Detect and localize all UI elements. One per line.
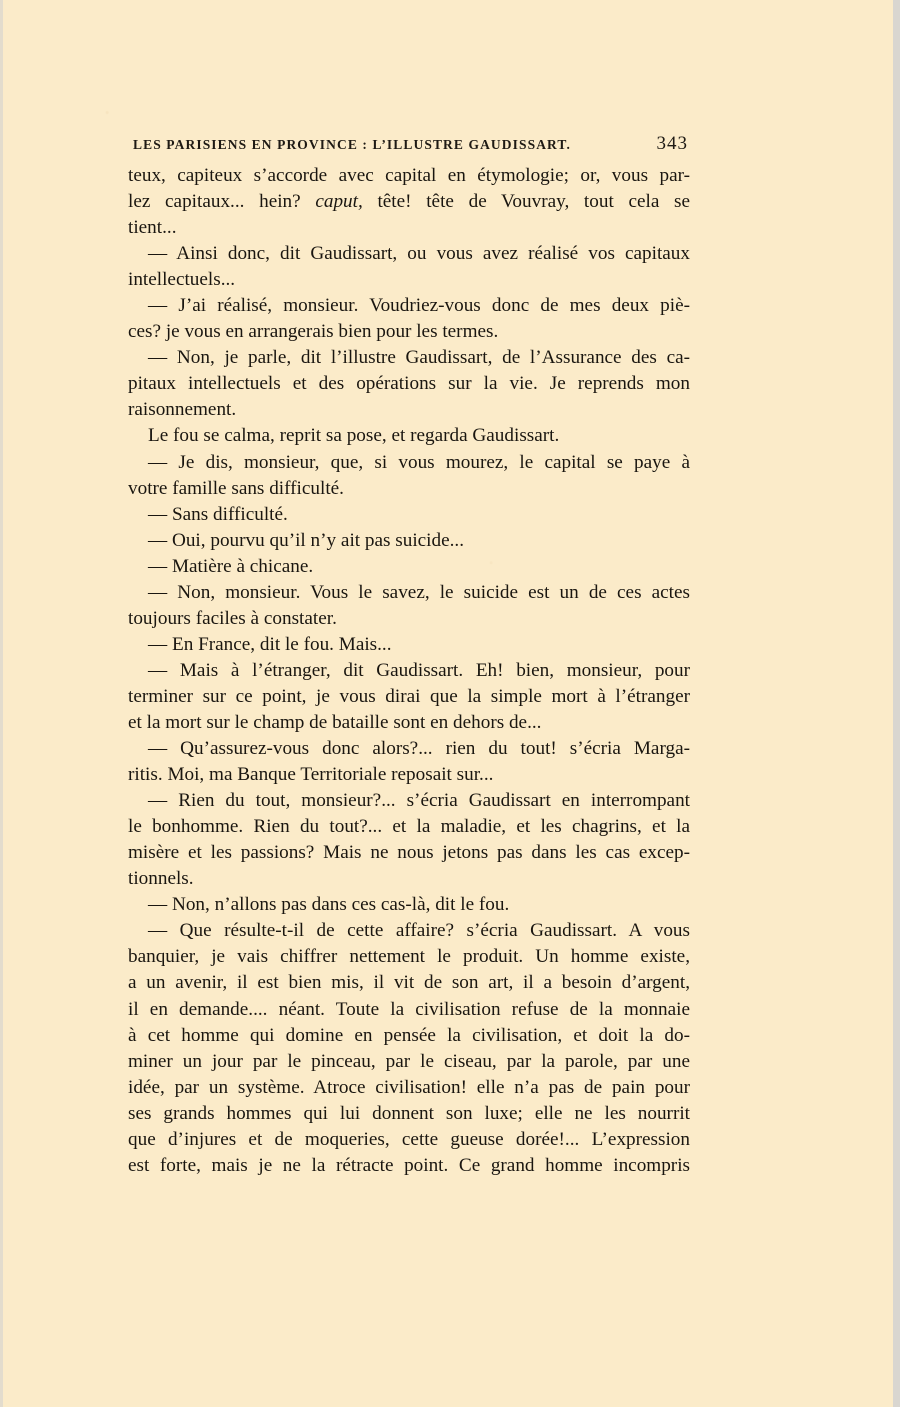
text-line: et la mort sur le champ de bataille sont en dehors de... — [128, 711, 542, 733]
text-line: idée, par un système. Atroce civilisation! elle n’a pas de pain pour — [128, 1076, 690, 1098]
text-line: — En France, dit le fou. Mais... — [148, 633, 392, 655]
text-line: — Rien du tout, monsieur?... s’écria Gaudissart en interrompant — [148, 790, 690, 812]
running-head — [133, 133, 688, 157]
text-line: ces? je vous en arrangerais bien pour les termes. — [128, 321, 499, 343]
text-line: miner un jour par le pinceau, par le ciseau, par la parole, par une — [128, 1050, 690, 1072]
running-head-title: LES PARISIENS EN PROVINCE : L’ILLUSTRE GAUDISSART. — [133, 137, 571, 152]
text-line: le bonhomme. Rien du tout?... et la maladie, et les chagrins, et la — [128, 816, 690, 838]
text-line: — Mais à l’étranger, dit Gaudissart. Eh! bien, monsieur, pour — [148, 659, 690, 681]
text-line: — Non, monsieur. Vous le savez, le suicide est un de ces actes — [148, 581, 690, 603]
text-line: à cet homme qui domine en pensée la civilisation, et doit la do- — [128, 1024, 690, 1046]
text-line — [128, 189, 690, 215]
text-line: Le fou se calma, reprit sa pose, et regarda Gaudissart. — [148, 425, 560, 447]
text-line: ses grands hommes qui lui donnent son luxe; elle ne les nourrit — [128, 1102, 690, 1124]
text-line: — Non, n’allons pas dans ces cas-là, dit le fou. — [148, 894, 510, 916]
text-line: — Matière à chicane. — [148, 555, 314, 577]
text-line: est forte, mais je ne la rétracte point. Ce grand homme incompris — [128, 1154, 690, 1176]
text-line: ritis. Moi, ma Banque Territoriale reposait sur... — [128, 764, 494, 786]
text-line: — Sans difficulté. — [148, 503, 288, 525]
text-line: a un avenir, il est bien mis, il vit de son art, il a besoin d’argent, — [128, 972, 690, 994]
text-line: tionnels. — [128, 868, 194, 890]
text-line: — J’ai réalisé, monsieur. Voudriez-vous donc de mes deux piè- — [148, 295, 690, 317]
text-line: — Que résulte-t-il de cette affaire? s’écria Gaudissart. A vous — [148, 920, 690, 942]
text-line: — Ainsi donc, dit Gaudissart, ou vous avez réalisé vos capitaux — [148, 243, 690, 265]
text-line: intellectuels... — [128, 269, 236, 291]
page-number: 343 — [656, 133, 688, 154]
text-line: votre famille sans difficulté. — [128, 477, 344, 499]
text-line: que d’injures et de moqueries, cette gueuse dorée!... L’expression — [128, 1128, 690, 1150]
text-span: lez capitaux... hein? — [128, 191, 316, 213]
text-line: banquier, je vais chiffrer nettement le produit. Un homme existe, — [128, 946, 690, 968]
text-line: terminer sur ce point, je vous dirai que la simple mort à l’étranger — [128, 685, 690, 707]
body-text — [128, 163, 690, 1179]
text-line: raisonnement. — [128, 399, 237, 421]
italic-word: caput, — [315, 191, 363, 213]
text-line: — Non, je parle, dit l’illustre Gaudissart, de l’Assurance des ca- — [148, 347, 690, 369]
page-left-edge — [0, 0, 3, 1407]
page-right-edge — [893, 0, 900, 1407]
text-line: — Je dis, monsieur, que, si vous mourez, le capital se paye à — [148, 451, 690, 473]
text-line: tient... — [128, 217, 177, 239]
text-line: — Oui, pourvu qu’il n’y ait pas suicide... — [148, 529, 465, 551]
text-span: tête! tête de Vouvray, tout cela se — [362, 191, 690, 213]
text-line: — Qu’assurez-vous donc alors?... rien du tout! s’écria Marga- — [148, 738, 690, 760]
text-line: pitaux intellectuels et des opérations sur la vie. Je reprends mon — [128, 373, 690, 395]
text-line: toujours faciles à constater. — [128, 607, 337, 629]
text-line: misère et les passions? Mais ne nous jetons pas dans les cas excep- — [128, 842, 690, 864]
text-line: teux, capiteux s’accorde avec capital en étymologie; or, vous par- — [128, 165, 690, 186]
text-line: il en demande.... néant. Toute la civilisation refuse de la monnaie — [128, 998, 690, 1020]
